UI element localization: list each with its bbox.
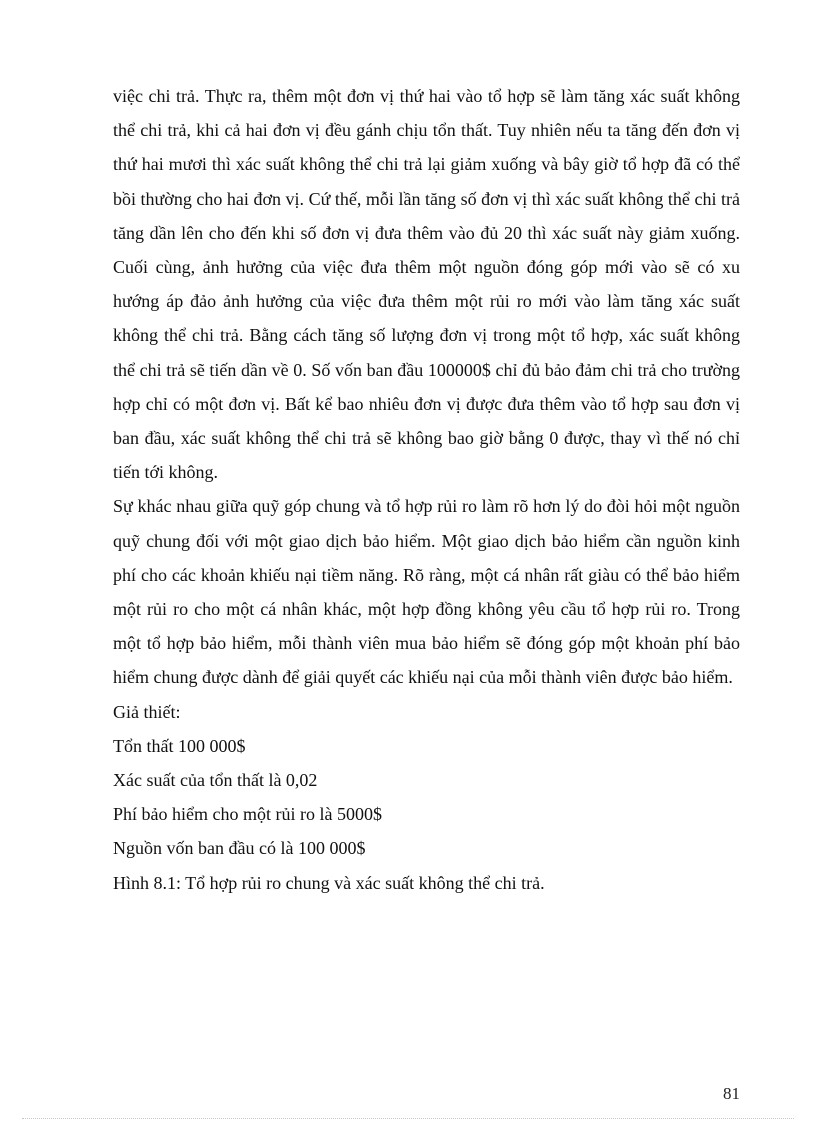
figure-caption: Hình 8.1: Tổ hợp rủi ro chung và xác suất không thể chi trả. — [113, 872, 545, 893]
assumption-initial-capital: Nguồn vốn ban đầu có là 100 000$ — [113, 838, 366, 859]
assumption-loss-amount: Tổn thất 100 000$ — [113, 735, 246, 756]
assumptions-heading: Giả thiết: — [113, 701, 181, 722]
body-text — [113, 79, 740, 900]
assumption-loss-probability: Xác suất của tổn thất là 0,02 — [113, 770, 318, 791]
page-number: 81 — [723, 1084, 740, 1103]
paragraph-solvency-explanation: việc chi trả. Thực ra, thêm một đơn vị thứ hai vào tổ hợp sẽ làm tăng xác suất không thể chi trả, khi cả hai đơn vị đều gánh chịu tổn thất. Tuy nhiên nếu ta tăng đến đơn vị thứ hai mươi thì xác suất không thể chi trả lại giảm xuống và bây giờ tổ hợp đã có thể bồi thường cho hai đơn vị. Cứ thế, mỗi lần tăng số đơn vị thì xác suất không thể chi trả tăng dần lên cho đến khi số đơn vị đưa thêm vào đủ 20 thì xác suất này giảm xuống. Cuối cùng, ảnh hưởng của việc đưa thêm một nguồn đóng góp mới vào sẽ có xu hướng áp đảo ảnh hưởng của việc đưa thêm một rủi ro mới vào làm tăng xác suất không thể chi trả. Bằng cách tăng số lượng đơn vị trong một tổ hợp, xác suất không thể chi trả sẽ tiến dần về 0. Số vốn ban đầu 100000$ chỉ đủ bảo đảm chi trả cho trường hợp chỉ có một đơn vị. Bất kể bao nhiêu đơn vị được đưa thêm vào tổ hợp sau đơn vị ban đầu, xác suất không thể chi trả sẽ không bao giờ bằng 0 được, thay vì thế nó chỉ tiến tới không. — [113, 86, 740, 483]
page-bottom-divider — [22, 1118, 794, 1119]
assumption-premium: Phí bảo hiểm cho một rủi ro là 5000$ — [113, 804, 382, 825]
paragraph-pooling-difference: Sự khác nhau giữa quỹ góp chung và tổ hợp rủi ro làm rõ hơn lý do đòi hỏi một nguồn quỹ chung đối với một giao dịch bảo hiểm. Một giao dịch bảo hiểm cần nguồn kinh phí cho các khoản khiếu nại tiềm năng. Rõ ràng, một cá nhân rất giàu có thể bảo hiểm một rủi ro cho một cá nhân khác, một hợp đồng không yêu cầu tổ hợp rủi ro. Trong một tổ hợp bảo hiểm, mỗi thành viên mua bảo hiểm sẽ đóng góp một khoản phí bảo hiểm chung được dành để giải quyết các khiếu nại của mỗi thành viên được bảo hiểm. — [113, 496, 740, 688]
